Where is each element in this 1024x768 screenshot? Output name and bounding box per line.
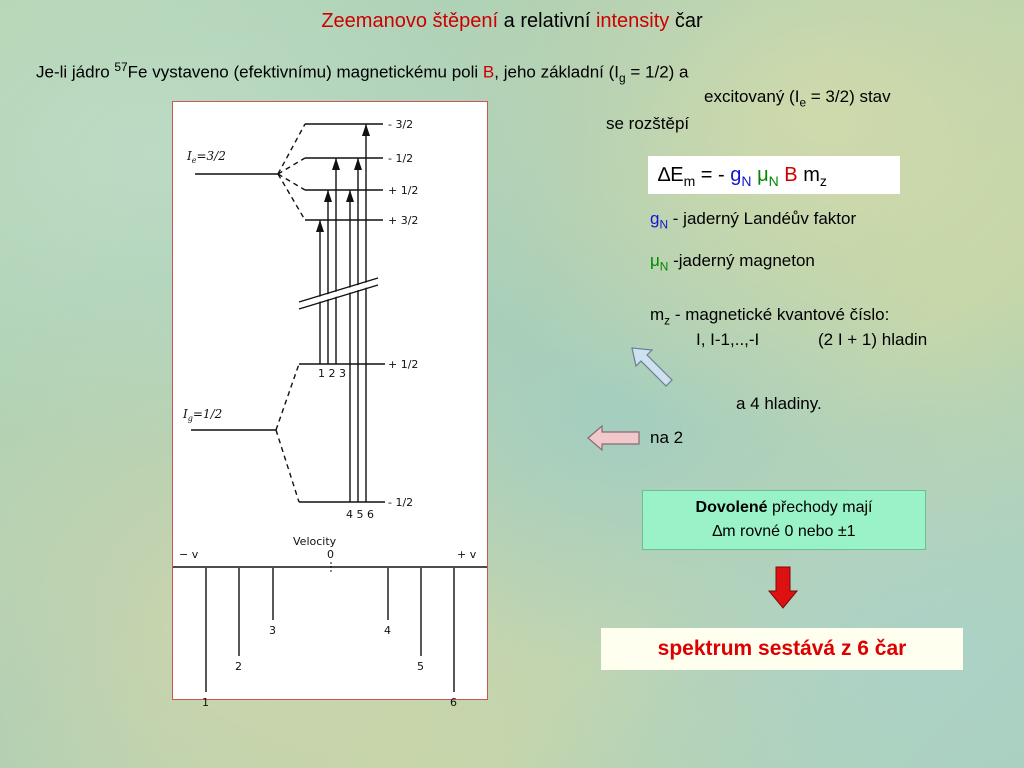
formula-sub: N (741, 173, 752, 189)
zeeman-diagram (172, 101, 488, 709)
ground-level-label: + 1/2 (388, 358, 419, 371)
isotope-mass: 57 (114, 60, 128, 74)
velocity-label: Velocity (293, 535, 337, 548)
title-part-3: intensity (595, 10, 670, 32)
na2-text: na 2 (650, 428, 684, 447)
def-mz-values: I, I-1,..,-I (696, 330, 760, 349)
arrow-down-icon (766, 565, 800, 611)
formula-m: m (797, 164, 820, 186)
intro-line-2 (704, 87, 891, 109)
def-mz-text: - magnetické kvantové číslo: (670, 305, 890, 324)
spectrum-lines (202, 568, 457, 709)
intro-line-3: se rozštěpí (606, 114, 690, 133)
def-mz-symbol: m (650, 305, 665, 324)
excited-level-label: + 3/2 (388, 214, 419, 227)
formula-mu: μ (751, 164, 769, 186)
def-gn-symbol: g (650, 209, 660, 228)
excited-level-label: - 1/2 (388, 152, 414, 165)
spectrum-line-label: 5 (417, 660, 424, 673)
def-mun-sub: N (659, 259, 669, 274)
page-title (0, 10, 1024, 33)
arrow-left-icon (586, 424, 642, 452)
field-symbol: B (482, 62, 495, 82)
formula-eq: = - (695, 164, 731, 186)
allowed-line-1 (643, 496, 925, 520)
intro-text: = 1/2) a (625, 62, 689, 82)
formula-sub: N (768, 173, 779, 189)
formula-sub: m (683, 173, 696, 189)
intro-text: = 3/2) stav (806, 87, 891, 106)
formula-box (648, 156, 900, 194)
def-gn (650, 209, 856, 231)
excited-level-label: - 3/2 (388, 118, 414, 131)
formula-b: B (778, 164, 798, 186)
allowed-transitions-box (642, 490, 926, 550)
title-part-1: Zeemanovo štěpení (321, 10, 499, 32)
spectrum-line-label: 2 (235, 660, 242, 673)
def-mun-text: -jaderný magneton (668, 251, 815, 270)
result-box: spektrum sestává z 6 čar (601, 628, 963, 670)
def-mz (650, 305, 889, 327)
ig-label: $I_g=1/2$ (183, 407, 223, 423)
spectrum-line-label: 4 (384, 624, 391, 637)
def-gn-sub: N (659, 217, 669, 232)
intro-text: , jeho základní (I (494, 62, 620, 82)
intro-text: excitovaný (I (704, 87, 800, 106)
formula-sub: z (819, 173, 827, 189)
minus-v-label: − v (179, 548, 199, 561)
intro-line-1 (36, 60, 689, 85)
plus-v-label: + v (457, 548, 477, 561)
zeeman-diagram-svg (173, 102, 487, 709)
excited-level-label: + 1/2 (388, 184, 419, 197)
spectrum-line-label: 1 (202, 696, 209, 709)
intro-sub: g (619, 71, 626, 86)
intro-text: Je-li jádro (36, 62, 115, 82)
levels-note: a 4 hladiny. (736, 394, 822, 413)
def-mun-symbol: μ (650, 251, 660, 270)
formula-g: g (730, 164, 742, 186)
def-gn-text: - jaderný Landéův faktor (668, 209, 857, 228)
title-part-2: a relativní (498, 10, 596, 32)
def-mz-sub: z (664, 313, 671, 328)
def-mz-count: (2 I + 1) hladin (818, 330, 928, 349)
ground-level-label: - 1/2 (388, 496, 414, 509)
formula-delta-e: ∆E (658, 164, 684, 186)
title-part-4: čar (669, 10, 703, 32)
allowed-line-2: ∆m rovné 0 nebo ±1 (712, 523, 856, 540)
group-456-label: 4 5 6 (346, 508, 374, 521)
allowed-rest: přechody mají (767, 499, 873, 516)
arrow-up-left-icon (628, 344, 678, 390)
intro-sub: e (799, 95, 807, 110)
group-123-label: 1 2 3 (318, 367, 346, 380)
spectrum-line-label: 3 (269, 624, 276, 637)
allowed-bold: Dovolené (695, 499, 768, 516)
ie-label: $I_e=3/2$ (187, 149, 226, 165)
def-mun (650, 251, 815, 273)
spectrum-line-label: 6 (450, 696, 457, 709)
intro-text: Fe vystaveno (efektivnímu) magnetickému poli (127, 62, 483, 82)
zero-label: 0 (327, 548, 334, 561)
